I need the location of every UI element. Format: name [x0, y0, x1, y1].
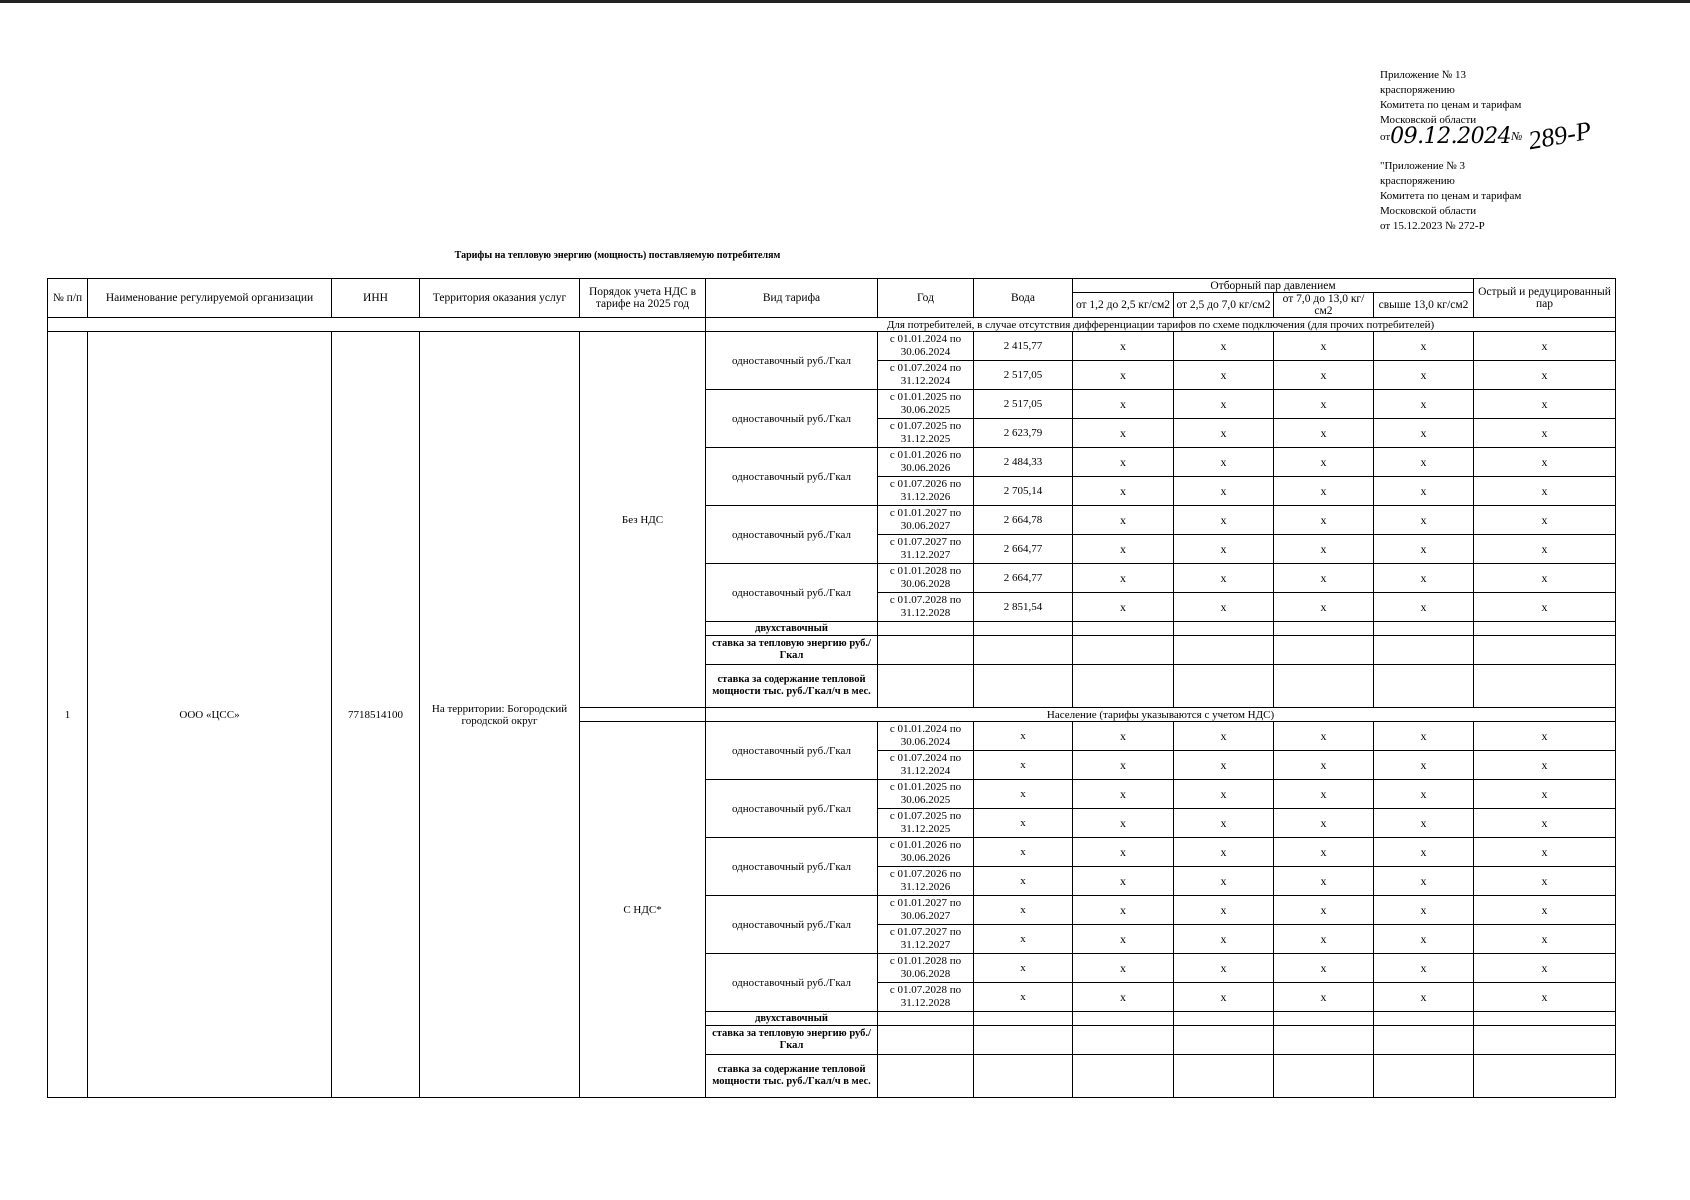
- empty-cell: [1073, 1055, 1174, 1098]
- x-mark-cell: x: [1174, 477, 1274, 506]
- x-mark-cell: x: [1474, 332, 1616, 361]
- x-mark-cell: x: [1174, 361, 1274, 390]
- x-mark-cell: x: [1474, 925, 1616, 954]
- period-cell: с 01.01.2024 по 30.06.2024: [878, 722, 974, 751]
- empty-cell: [1174, 636, 1274, 665]
- x-mark-cell: x: [1274, 593, 1374, 622]
- handwritten-number: 289-Р: [1526, 115, 1595, 156]
- period-cell: с 01.07.2028 по 31.12.2028: [878, 593, 974, 622]
- period-cell: с 01.07.2028 по 31.12.2028: [878, 983, 974, 1012]
- x-mark-cell: x: [1474, 564, 1616, 593]
- tariff-type-cell: одноставочный руб./Гкал: [706, 506, 878, 564]
- water-value-cell: 2 851,54: [974, 593, 1073, 622]
- x-mark-cell: x: [1174, 896, 1274, 925]
- empty-cell: [1174, 622, 1274, 636]
- x-mark-cell: x: [1374, 419, 1474, 448]
- x-mark-cell: x: [1374, 448, 1474, 477]
- x-mark-cell: x: [1174, 722, 1274, 751]
- section-row-others: [48, 318, 1616, 332]
- empty-cell: [1274, 622, 1374, 636]
- x-mark-cell: x: [1174, 506, 1274, 535]
- x-mark-cell: x: [1274, 448, 1374, 477]
- empty-cell: [878, 665, 974, 708]
- water-value-cell: x: [974, 983, 1073, 1012]
- x-mark-cell: x: [1073, 332, 1174, 361]
- x-mark-cell: x: [1274, 506, 1374, 535]
- empty-cell: [974, 1055, 1073, 1098]
- section-spacer: [580, 708, 706, 722]
- x-mark-cell: x: [1474, 593, 1616, 622]
- appendix-3-line2: краспоряжению: [1380, 175, 1455, 187]
- empty-cell: [1073, 1012, 1174, 1026]
- empty-cell: [1073, 665, 1174, 708]
- section-spacer: [48, 318, 706, 332]
- x-mark-cell: x: [1374, 954, 1474, 983]
- x-mark-cell: x: [1174, 780, 1274, 809]
- x-mark-cell: x: [1073, 506, 1174, 535]
- x-mark-cell: x: [1274, 809, 1374, 838]
- empty-cell: [1374, 1026, 1474, 1055]
- x-mark-cell: x: [1174, 925, 1274, 954]
- x-mark-cell: x: [1274, 867, 1374, 896]
- appendix-13-block: [1380, 68, 1595, 156]
- empty-cell: [878, 622, 974, 636]
- header-steam-group: Отборный пар давлением: [1073, 279, 1474, 293]
- empty-cell: [878, 1012, 974, 1026]
- period-cell: с 01.01.2024 по 30.06.2024: [878, 332, 974, 361]
- x-mark-cell: x: [1374, 925, 1474, 954]
- water-value-cell: x: [974, 809, 1073, 838]
- x-mark-cell: x: [1474, 780, 1616, 809]
- x-mark-cell: x: [1174, 751, 1274, 780]
- period-cell: с 01.07.2025 по 31.12.2025: [878, 809, 974, 838]
- x-mark-cell: x: [1474, 867, 1616, 896]
- water-value-cell: 2 517,05: [974, 390, 1073, 419]
- empty-cell: [878, 1026, 974, 1055]
- capacity-rate-label: ставка за содержание тепловой мощности тыс. руб./Гкал/ч в мес.: [706, 1055, 878, 1098]
- period-cell: с 01.07.2024 по 31.12.2024: [878, 361, 974, 390]
- x-mark-cell: x: [1474, 838, 1616, 867]
- x-mark-cell: x: [1274, 361, 1374, 390]
- x-mark-cell: x: [1274, 332, 1374, 361]
- empty-cell: [1174, 665, 1274, 708]
- org-name-cell: ООО «ЦСС»: [88, 332, 332, 1098]
- x-mark-cell: x: [1174, 954, 1274, 983]
- period-cell: с 01.01.2028 по 30.06.2028: [878, 954, 974, 983]
- period-cell: с 01.07.2025 по 31.12.2025: [878, 419, 974, 448]
- table-row: [48, 332, 1616, 361]
- empty-cell: [1474, 1055, 1616, 1098]
- tariff-type-cell: одноставочный руб./Гкал: [706, 722, 878, 780]
- x-mark-cell: x: [1073, 593, 1174, 622]
- x-mark-cell: x: [1274, 390, 1374, 419]
- header-year: Год: [878, 279, 974, 318]
- tariff-type-cell: одноставочный руб./Гкал: [706, 332, 878, 390]
- x-mark-cell: x: [1274, 954, 1374, 983]
- x-mark-cell: x: [1274, 564, 1374, 593]
- x-mark-cell: x: [1374, 751, 1474, 780]
- x-mark-cell: x: [1073, 564, 1174, 593]
- empty-cell: [1274, 1026, 1374, 1055]
- water-value-cell: 2 705,14: [974, 477, 1073, 506]
- x-mark-cell: x: [1374, 593, 1474, 622]
- x-mark-cell: x: [1073, 809, 1174, 838]
- x-mark-cell: x: [1474, 896, 1616, 925]
- x-mark-cell: x: [1174, 593, 1274, 622]
- x-mark-cell: x: [1374, 535, 1474, 564]
- empty-cell: [878, 1055, 974, 1098]
- empty-cell: [1274, 665, 1374, 708]
- water-value-cell: x: [974, 751, 1073, 780]
- x-mark-cell: x: [1374, 722, 1474, 751]
- header-sharp-steam: Острый и редуцированный пар: [1474, 279, 1616, 318]
- period-cell: с 01.07.2024 по 31.12.2024: [878, 751, 974, 780]
- tariff-type-cell: одноставочный руб./Гкал: [706, 954, 878, 1012]
- two-rate-label: двухставочный: [706, 622, 878, 636]
- two-rate-label: двухставочный: [706, 1012, 878, 1026]
- x-mark-cell: x: [1274, 419, 1374, 448]
- period-cell: с 01.07.2026 по 31.12.2026: [878, 867, 974, 896]
- empty-cell: [1073, 622, 1174, 636]
- header-water: Вода: [974, 279, 1073, 318]
- appendix-13-line4: Московской области: [1380, 114, 1477, 126]
- x-mark-cell: x: [1374, 361, 1474, 390]
- vat-without-cell: Без НДС: [580, 332, 706, 708]
- period-cell: с 01.01.2028 по 30.06.2028: [878, 564, 974, 593]
- tariff-type-cell: одноставочный руб./Гкал: [706, 448, 878, 506]
- x-mark-cell: x: [1073, 925, 1174, 954]
- x-mark-cell: x: [1073, 780, 1174, 809]
- header-row-1: [48, 279, 1616, 293]
- tariff-table: [47, 278, 1616, 1098]
- x-mark-cell: x: [1474, 751, 1616, 780]
- empty-cell: [1474, 1026, 1616, 1055]
- x-mark-cell: x: [1374, 332, 1474, 361]
- empty-cell: [1474, 665, 1616, 708]
- appendix-13-line2: краспоряжению: [1380, 84, 1455, 96]
- tariff-type-cell: одноставочный руб./Гкал: [706, 896, 878, 954]
- x-mark-cell: x: [1474, 722, 1616, 751]
- x-mark-cell: x: [1174, 838, 1274, 867]
- empty-cell: [1374, 665, 1474, 708]
- x-mark-cell: x: [1474, 390, 1616, 419]
- water-value-cell: 2 517,05: [974, 361, 1073, 390]
- empty-cell: [974, 622, 1073, 636]
- x-mark-cell: x: [1073, 954, 1174, 983]
- appendix-3-line4: Московской области: [1380, 205, 1477, 217]
- energy-rate-label: ставка за тепловую энергию руб./Гкал: [706, 1026, 878, 1055]
- empty-cell: [1174, 1012, 1274, 1026]
- empty-cell: [1374, 1055, 1474, 1098]
- x-mark-cell: x: [1474, 419, 1616, 448]
- document-title: Тарифы на тепловую энергию (мощность) поставляемую потребителям: [454, 250, 781, 261]
- water-value-cell: 2 623,79: [974, 419, 1073, 448]
- empty-cell: [1073, 636, 1174, 665]
- x-mark-cell: x: [1374, 477, 1474, 506]
- x-mark-cell: x: [1374, 896, 1474, 925]
- x-mark-cell: x: [1474, 954, 1616, 983]
- period-cell: с 01.07.2027 по 31.12.2027: [878, 925, 974, 954]
- empty-cell: [1174, 1026, 1274, 1055]
- header-org: Наименование регулируемой организации: [88, 279, 332, 318]
- x-mark-cell: x: [1474, 477, 1616, 506]
- tariff-type-cell: одноставочный руб./Гкал: [706, 780, 878, 838]
- org-territory-cell: На территории: Богородский городской округ: [420, 332, 580, 1098]
- x-mark-cell: x: [1174, 564, 1274, 593]
- water-value-cell: x: [974, 838, 1073, 867]
- period-cell: с 01.07.2026 по 31.12.2026: [878, 477, 974, 506]
- x-mark-cell: x: [1073, 448, 1174, 477]
- x-mark-cell: x: [1073, 419, 1174, 448]
- x-mark-cell: x: [1174, 448, 1274, 477]
- tariff-type-cell: одноставочный руб./Гкал: [706, 390, 878, 448]
- x-mark-cell: x: [1073, 983, 1174, 1012]
- empty-cell: [974, 1012, 1073, 1026]
- water-value-cell: 2 664,77: [974, 535, 1073, 564]
- x-mark-cell: x: [1474, 506, 1616, 535]
- x-mark-cell: x: [1374, 506, 1474, 535]
- x-mark-cell: x: [1174, 809, 1274, 838]
- empty-cell: [1073, 1026, 1174, 1055]
- header-territory: Территория оказания услуг: [420, 279, 580, 318]
- tariff-type-cell: одноставочный руб./Гкал: [706, 838, 878, 896]
- x-mark-cell: x: [1274, 477, 1374, 506]
- water-value-cell: x: [974, 925, 1073, 954]
- empty-cell: [1274, 636, 1374, 665]
- x-mark-cell: x: [1073, 867, 1174, 896]
- water-value-cell: 2 415,77: [974, 332, 1073, 361]
- x-mark-cell: x: [1274, 838, 1374, 867]
- number-sign: №: [1511, 129, 1523, 143]
- x-mark-cell: x: [1174, 390, 1274, 419]
- empty-cell: [1274, 1012, 1374, 1026]
- x-mark-cell: x: [1374, 564, 1474, 593]
- section-label-population: Население (тарифы указываются с учетом НДС): [706, 708, 1616, 722]
- x-mark-cell: x: [1073, 751, 1174, 780]
- x-mark-cell: x: [1274, 751, 1374, 780]
- x-mark-cell: x: [1474, 448, 1616, 477]
- x-mark-cell: x: [1073, 361, 1174, 390]
- water-value-cell: x: [974, 867, 1073, 896]
- x-mark-cell: x: [1374, 390, 1474, 419]
- period-cell: с 01.01.2026 по 30.06.2026: [878, 838, 974, 867]
- handwritten-date: 09.12.2024: [1390, 124, 1512, 149]
- period-cell: с 01.07.2027 по 31.12.2027: [878, 535, 974, 564]
- x-mark-cell: x: [1474, 361, 1616, 390]
- empty-cell: [1474, 1012, 1616, 1026]
- x-mark-cell: x: [1274, 722, 1374, 751]
- header-num: № п/п: [48, 279, 88, 318]
- x-mark-cell: x: [1073, 838, 1174, 867]
- header-vat-order: Порядок учета НДС в тарифе на 2025 год: [580, 279, 706, 318]
- empty-cell: [1474, 636, 1616, 665]
- appendix-3-block: [1380, 159, 1521, 234]
- x-mark-cell: x: [1374, 867, 1474, 896]
- header-pressure-4: свыше 13,0 кг/см2: [1374, 293, 1474, 318]
- x-mark-cell: x: [1374, 983, 1474, 1012]
- x-mark-cell: x: [1374, 809, 1474, 838]
- period-cell: с 01.01.2026 по 30.06.2026: [878, 448, 974, 477]
- x-mark-cell: x: [1174, 332, 1274, 361]
- water-value-cell: x: [974, 722, 1073, 751]
- empty-cell: [974, 665, 1073, 708]
- table-body: [48, 318, 1616, 1098]
- x-mark-cell: x: [1073, 722, 1174, 751]
- water-value-cell: x: [974, 780, 1073, 809]
- water-value-cell: 2 664,77: [974, 564, 1073, 593]
- x-mark-cell: x: [1073, 477, 1174, 506]
- energy-rate-label: ставка за тепловую энергию руб./Гкал: [706, 636, 878, 665]
- water-value-cell: x: [974, 954, 1073, 983]
- x-mark-cell: x: [1174, 867, 1274, 896]
- x-mark-cell: x: [1274, 896, 1374, 925]
- org-num-cell: 1: [48, 332, 88, 1098]
- capacity-rate-label: ставка за содержание тепловой мощности тыс. руб./Гкал/ч в мес.: [706, 665, 878, 708]
- header-pressure-2: от 2,5 до 7,0 кг/см2: [1174, 293, 1274, 318]
- x-mark-cell: x: [1374, 838, 1474, 867]
- empty-cell: [1374, 622, 1474, 636]
- period-cell: с 01.01.2027 по 30.06.2027: [878, 506, 974, 535]
- x-mark-cell: x: [1274, 535, 1374, 564]
- x-mark-cell: x: [1174, 535, 1274, 564]
- x-mark-cell: x: [1274, 983, 1374, 1012]
- empty-cell: [974, 1026, 1073, 1055]
- vat-with-cell: С НДС*: [580, 722, 706, 1098]
- org-inn-cell: 7718514100: [332, 332, 420, 1098]
- x-mark-cell: x: [1474, 535, 1616, 564]
- header-pressure-1: от 1,2 до 2,5 кг/см2: [1073, 293, 1174, 318]
- x-mark-cell: x: [1073, 390, 1174, 419]
- empty-cell: [1174, 1055, 1274, 1098]
- period-cell: с 01.01.2025 по 30.06.2025: [878, 390, 974, 419]
- x-mark-cell: x: [1374, 780, 1474, 809]
- period-cell: с 01.01.2027 по 30.06.2027: [878, 896, 974, 925]
- water-value-cell: x: [974, 896, 1073, 925]
- water-value-cell: 2 484,33: [974, 448, 1073, 477]
- x-mark-cell: x: [1174, 983, 1274, 1012]
- x-mark-cell: x: [1073, 896, 1174, 925]
- x-mark-cell: x: [1474, 983, 1616, 1012]
- page-top-border: [0, 0, 1690, 3]
- appendix-13-line1: Приложение № 13: [1380, 69, 1467, 81]
- empty-cell: [1474, 622, 1616, 636]
- empty-cell: [974, 636, 1073, 665]
- empty-cell: [878, 636, 974, 665]
- section-label-others: Для потребителей, в случае отсутствия дифференциации тарифов по схеме подключения (для прочих потребителей): [706, 318, 1616, 332]
- tariff-type-cell: одноставочный руб./Гкал: [706, 564, 878, 622]
- empty-cell: [1274, 1055, 1374, 1098]
- header-tariff-type: Вид тарифа: [706, 279, 878, 318]
- x-mark-cell: x: [1274, 925, 1374, 954]
- appendix-13-from: от: [1380, 131, 1391, 143]
- x-mark-cell: x: [1474, 809, 1616, 838]
- appendix-3-line1: "Приложение № 3: [1380, 160, 1466, 172]
- x-mark-cell: x: [1174, 419, 1274, 448]
- appendix-3-line5: от 15.12.2023 № 272-Р: [1380, 220, 1485, 232]
- header-inn: ИНН: [332, 279, 420, 318]
- water-value-cell: 2 664,78: [974, 506, 1073, 535]
- x-mark-cell: x: [1274, 780, 1374, 809]
- x-mark-cell: x: [1073, 535, 1174, 564]
- header-pressure-3: от 7,0 до 13,0 кг/см2: [1274, 293, 1374, 318]
- empty-cell: [1374, 1012, 1474, 1026]
- appendix-3-line3: Комитета по ценам и тарифам: [1380, 190, 1522, 202]
- appendix-13-line3: Комитета по ценам и тарифам: [1380, 99, 1522, 111]
- empty-cell: [1374, 636, 1474, 665]
- period-cell: с 01.01.2025 по 30.06.2025: [878, 780, 974, 809]
